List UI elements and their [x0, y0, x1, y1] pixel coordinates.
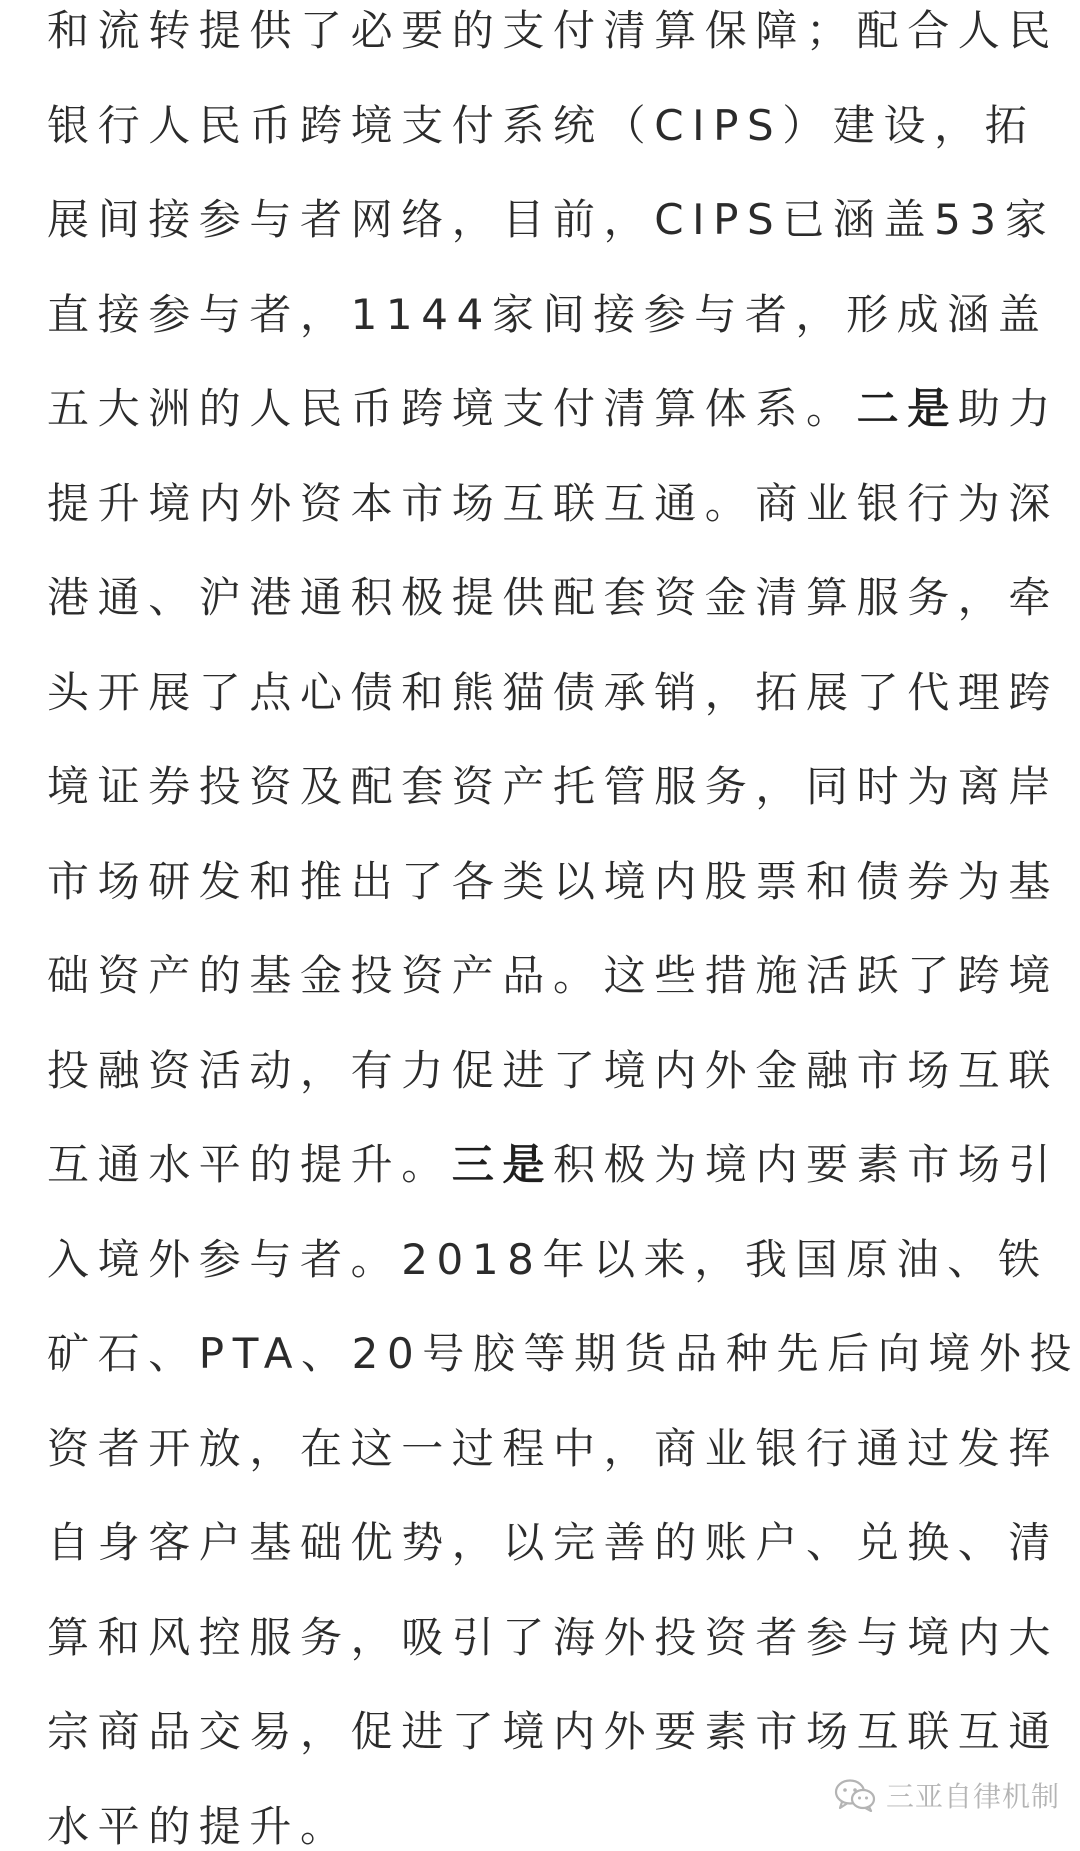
text-line	[47, 740, 1060, 835]
text-segment: 入境外参与者。2018年以来，我国原油、铁	[47, 1234, 1049, 1284]
text-segment: 自身客户基础优势，以完善的账户、兑换、清	[47, 1518, 1060, 1567]
text-segment: 直接参与者，1144家间接参与者，形成涵盖	[47, 289, 1049, 339]
text-line	[47, 173, 1056, 268]
text-segment: 矿石、PTA、20号胶等期货品种先后向境外投	[47, 1329, 1080, 1378]
text-segment: 宗商品交易，促进了境内外要素市场互联互通	[47, 1707, 1060, 1756]
text-segment: 水平的提升。	[47, 1801, 351, 1851]
text-line	[47, 646, 1060, 741]
text-segment: 市场研发和推出了各类以境内股票和债券为基	[47, 856, 1060, 906]
text-segment: 互通水平的提升。	[47, 1140, 452, 1189]
emphasis-text: 三是	[451, 1140, 554, 1189]
watermark	[834, 1775, 1060, 1815]
text-line	[47, 457, 1060, 552]
text-segment: 境证券投资及配套资产托管服务，同时为离岸	[47, 762, 1060, 811]
text-segment: 和流转提供了必要的支付清算保障；配合人民	[47, 6, 1060, 55]
text-segment: 展间接参与者网络，目前，CIPS已涵盖53家	[47, 195, 1056, 244]
text-line	[47, 268, 1049, 363]
text-segment: 算和风控服务，吸引了海外投资者参与境内大	[47, 1612, 1060, 1662]
text-segment: 础资产的基金投资产品。这些措施活跃了跨境	[47, 951, 1060, 1000]
text-segment: 港通、沪港通积极提供配套资金清算服务，牵	[47, 573, 1060, 622]
text-segment: 五大洲的人民币跨境支付清算体系。	[47, 384, 857, 433]
text-line	[47, 1118, 1060, 1213]
emphasis-text: 二是	[856, 384, 958, 433]
text-line	[47, 929, 1060, 1024]
text-segment: 投融资活动，有力促进了境内外金融市场互联	[47, 1045, 1060, 1095]
article-body	[47, 0, 1080, 1851]
text-line	[47, 551, 1060, 646]
text-segment: 助力	[957, 384, 1060, 433]
text-segment: 积极为境内要素市场引	[553, 1140, 1060, 1189]
text-segment: 银行人民币跨境支付系统（CIPS）建设，拓	[47, 100, 1036, 150]
text-line	[47, 1024, 1060, 1119]
text-segment: 提升境内外资本市场互联互通。商业银行为深	[47, 478, 1060, 528]
wechat-icon	[834, 1778, 876, 1812]
text-segment: 资者开放，在这一过程中，商业银行通过发挥	[47, 1423, 1060, 1473]
text-line	[47, 362, 1060, 457]
text-line	[47, 1307, 1080, 1402]
text-line	[47, 1402, 1060, 1497]
text-segment: 头开展了点心债和熊猫债承销，拓展了代理跨	[47, 667, 1060, 717]
text-line	[47, 0, 1060, 79]
watermark-text: 三亚自律机制	[885, 1780, 1060, 1813]
text-line	[47, 1213, 1049, 1308]
text-line	[47, 1685, 1060, 1780]
text-line	[47, 1496, 1060, 1591]
text-line	[47, 1591, 1060, 1686]
text-line	[47, 79, 1037, 174]
text-line	[47, 835, 1060, 930]
